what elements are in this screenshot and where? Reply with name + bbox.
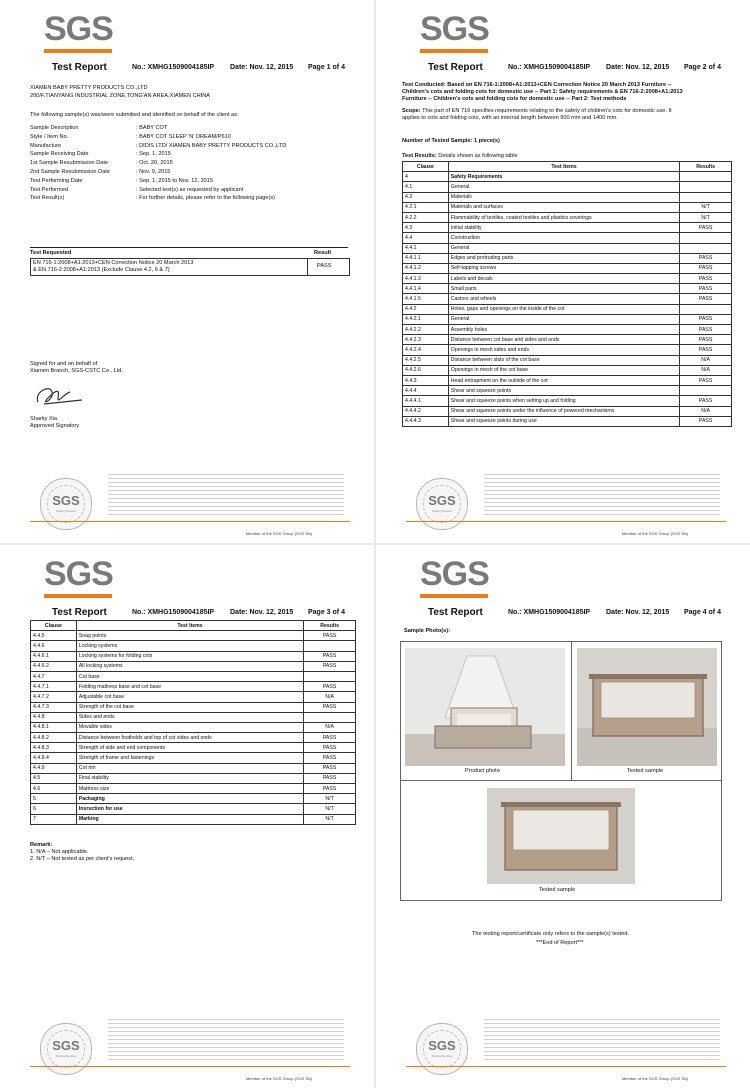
result-cell: PASS bbox=[680, 284, 732, 294]
test-item-cell: Locking systems for folding cots bbox=[76, 651, 303, 661]
result-cell bbox=[680, 304, 732, 314]
clause-cell: 4.4.8.3 bbox=[31, 743, 77, 753]
result-cell: PASS bbox=[680, 263, 732, 273]
report-date: Date: Nov. 12, 2015 bbox=[606, 64, 670, 71]
sgs-seal-icon: SGS Testing Service bbox=[416, 1023, 468, 1075]
test-item-cell: Strength of side and end components bbox=[76, 743, 303, 753]
clause-cell: 4.4.2 bbox=[403, 304, 449, 314]
result-cell bbox=[304, 671, 356, 681]
report-title: Test Report bbox=[428, 607, 483, 618]
result-cell: PASS bbox=[680, 253, 732, 263]
test-item-cell: Distance between cot base and sides and ends bbox=[448, 335, 679, 345]
clause-cell: 4.4.2.1 bbox=[403, 314, 449, 324]
result-cell: PASS bbox=[304, 661, 356, 671]
result-cell: PASS bbox=[680, 396, 732, 406]
clause-cell: 4.2.2 bbox=[403, 212, 449, 222]
test-item-cell: Small parts bbox=[448, 284, 679, 294]
table-row bbox=[403, 274, 732, 284]
table-row bbox=[403, 294, 732, 304]
test-item-cell: Locking systems bbox=[76, 641, 303, 651]
table-row bbox=[403, 243, 732, 253]
test-item-cell: Packaging bbox=[76, 794, 303, 804]
test-item-cell: Castors and wheels bbox=[448, 294, 679, 304]
result-cell: PASS bbox=[304, 631, 356, 641]
table-row bbox=[31, 661, 356, 671]
member-note: Member of the SGS Group (SGS SA) bbox=[246, 1076, 313, 1081]
table-row bbox=[31, 641, 356, 651]
report-number: No.: XMHG1509004185IP bbox=[508, 64, 591, 71]
test-item-cell: Strength of the cot base bbox=[76, 702, 303, 712]
table-row bbox=[31, 773, 356, 783]
table-row bbox=[403, 396, 732, 406]
clause-cell: 4.4.2.4 bbox=[403, 345, 449, 355]
page-footer bbox=[0, 1013, 374, 1088]
test-item-cell: Folding mattress base and cot base bbox=[76, 682, 303, 692]
result-cell: PASS bbox=[680, 375, 732, 385]
table-row bbox=[403, 233, 732, 243]
report-number: No.: XMHG1509004185IP bbox=[132, 64, 215, 71]
clause-cell: 4.4.2.2 bbox=[403, 325, 449, 335]
page-footer bbox=[376, 1013, 750, 1088]
table-header-row bbox=[403, 162, 732, 172]
test-item-cell: Self-tapping screws bbox=[448, 263, 679, 273]
report-number: No.: XMHG1509004185IP bbox=[508, 609, 591, 616]
clause-cell: 4.4.1.2 bbox=[403, 263, 449, 273]
result-cell: N/T bbox=[680, 212, 732, 222]
caption-product-photo: Product photo bbox=[465, 768, 500, 774]
table-row bbox=[31, 814, 356, 824]
result-cell: N/T bbox=[304, 804, 356, 814]
table-header-cell: Clause bbox=[31, 621, 77, 631]
clause-cell: 4.2 bbox=[403, 192, 449, 202]
results-table bbox=[402, 161, 732, 427]
result-cell: PASS bbox=[304, 743, 356, 753]
page-footer bbox=[376, 468, 750, 543]
clause-cell: 4.3 bbox=[403, 223, 449, 233]
table-header-cell: Results bbox=[304, 621, 356, 631]
table-header-row bbox=[31, 621, 356, 631]
report-page-3 bbox=[0, 545, 374, 1088]
tested-sample-photo-2 bbox=[487, 788, 635, 884]
test-item-cell: Holes, gaps and openings on the inside of the cot bbox=[448, 304, 679, 314]
result-cell: N/T bbox=[304, 814, 356, 824]
test-item-cell: Marking bbox=[76, 814, 303, 824]
table-row bbox=[403, 416, 732, 426]
test-item-cell: Movable sides bbox=[76, 722, 303, 732]
sgs-logo: SGS bbox=[420, 557, 490, 599]
clause-cell: 4.4.4.1 bbox=[403, 396, 449, 406]
clause-cell: 4.4.1.4 bbox=[403, 284, 449, 294]
result-header: Result bbox=[314, 250, 332, 256]
member-note: Member of the SGS Group (SGS SA) bbox=[622, 531, 689, 536]
table-row bbox=[31, 733, 356, 743]
result-cell: PASS bbox=[680, 335, 732, 345]
table-row bbox=[403, 345, 732, 355]
table-row bbox=[31, 702, 356, 712]
test-item-cell: General bbox=[448, 243, 679, 253]
member-note: Member of the SGS Group (SGS SA) bbox=[622, 1076, 689, 1081]
member-note: Member of the SGS Group (SGS SA) bbox=[246, 531, 313, 536]
result-cell bbox=[680, 182, 732, 192]
table-row bbox=[31, 722, 356, 732]
table-row bbox=[403, 223, 732, 233]
test-item-cell: Construction bbox=[448, 233, 679, 243]
photo-frame bbox=[400, 641, 722, 901]
clause-cell: 4.5 bbox=[31, 773, 77, 783]
report-title: Test Report bbox=[52, 607, 107, 618]
report-page-1 bbox=[0, 0, 374, 543]
test-conducted: Test Conducted: Based on EN 716-1:2008+A1:2013+CEN Correction Notice 20 March 2013 Furniture -- Children's cots and folding cots for domestic use -- Part 1: Safety requirements & EN 716-2:2008+A1:2013 Furniture -- Children's cots and folding cots for domestic use -- Part 2: Test methods bbox=[402, 82, 683, 102]
clause-cell: 4.4.9 bbox=[31, 763, 77, 773]
test-item-cell: Cot rim bbox=[76, 763, 303, 773]
table-header-cell: Clause bbox=[403, 162, 449, 172]
table-row bbox=[403, 192, 732, 202]
result-cell: PASS bbox=[304, 702, 356, 712]
table-row bbox=[403, 304, 732, 314]
clause-cell: 7 bbox=[31, 814, 77, 824]
tested-sample-photo-1 bbox=[577, 648, 717, 766]
test-item-cell: Labels and decals bbox=[448, 274, 679, 284]
sgs-seal-icon: SGS Testing Service bbox=[40, 1023, 92, 1075]
result-cell: PASS bbox=[304, 763, 356, 773]
sgs-logo: SGS bbox=[44, 12, 114, 54]
table-row bbox=[31, 763, 356, 773]
sgs-logo: SGS bbox=[420, 12, 490, 54]
clause-cell: 4.4.7.2 bbox=[31, 692, 77, 702]
client-company: XIAMEN BABY PRETTY PRODUCTS CO.,LTD bbox=[30, 85, 148, 91]
table-row bbox=[31, 631, 356, 641]
test-item-cell: Openings in mesh sides and ends bbox=[448, 345, 679, 355]
table-row bbox=[31, 784, 356, 794]
test-item-cell: Sides and ends bbox=[76, 712, 303, 722]
table-row bbox=[31, 743, 356, 753]
signer-title: Approved Signatory bbox=[30, 423, 80, 429]
test-item-cell: General bbox=[448, 314, 679, 324]
result-cell: PASS bbox=[304, 733, 356, 743]
table-row bbox=[31, 753, 356, 763]
table-row bbox=[403, 212, 732, 222]
result-cell: PASS bbox=[680, 294, 732, 304]
clause-cell: 4.4.6.1 bbox=[31, 651, 77, 661]
client-address: 200/F,TIANYANG INDUSTRIAL ZONE,TONG'AN AREA,XIAMEN CHINA bbox=[30, 93, 210, 99]
result-cell: PASS bbox=[680, 274, 732, 284]
sample-info: Sample Description : BABY COT Style / Item No. : BABY COT SLEEP 'N' DREAM/P610 Manufacture : DIDIS LTD/ XIAMEN BABY PRETTY PRODUCTS CO.,LTD Sample Receiving Date : Sep. 1, 2015 1st Sample Resubmission Date : Oct. 20, 2015 2nd Sample Resubmission Date : Nov. 9, 2015 Test Performing Date : Sep. 1, 2015 to Nov. 12, 2015 Test Performed : Selected test(s) as requested by applicant Test Result(s) : For further details, please refer to the following page(s) bbox=[30, 125, 287, 202]
clause-cell: 5 bbox=[31, 794, 77, 804]
clause-cell: 4.6 bbox=[31, 784, 77, 794]
clause-cell: 4.4.1.5 bbox=[403, 294, 449, 304]
test-item-cell: Materials bbox=[448, 192, 679, 202]
sgs-seal-icon: SGS Testing Service bbox=[40, 478, 92, 530]
result-cell bbox=[304, 641, 356, 651]
result-cell bbox=[680, 172, 732, 182]
clause-cell: 4.4.4.3 bbox=[403, 416, 449, 426]
results-table bbox=[30, 620, 356, 825]
caption-tested-sample-1: Tested sample bbox=[627, 768, 664, 774]
test-item-cell: Distance between slats of the cot base bbox=[448, 355, 679, 365]
result-cell: PASS bbox=[680, 223, 732, 233]
test-item-cell: Insruction for use bbox=[76, 804, 303, 814]
table-row bbox=[31, 692, 356, 702]
table-row bbox=[403, 182, 732, 192]
result-cell: N/A bbox=[680, 365, 732, 375]
result-cell: PASS bbox=[680, 325, 732, 335]
signature-image bbox=[30, 380, 90, 410]
table-row bbox=[403, 355, 732, 365]
table-row bbox=[403, 386, 732, 396]
page-header bbox=[376, 607, 750, 621]
clause-cell: 4.4.8 bbox=[31, 712, 77, 722]
table-row bbox=[403, 284, 732, 294]
clause-cell: 4 bbox=[403, 172, 449, 182]
result-cell: N/A bbox=[304, 692, 356, 702]
result-cell: N/A bbox=[680, 406, 732, 416]
table-row bbox=[403, 325, 732, 335]
scope-text: Scope: This part of EN 716 specifies requirements relating to the safety of children's cots for domestic use. It applies to cots and folding cots, with an internal length between 900 mm and 1400 mm. bbox=[402, 108, 672, 121]
result-cell: PASS bbox=[304, 773, 356, 783]
result-cell: PASS bbox=[680, 345, 732, 355]
report-page-2 bbox=[376, 0, 750, 543]
test-item-cell: Initial stability bbox=[448, 223, 679, 233]
test-item-cell: Shear and squeeze points during use bbox=[448, 416, 679, 426]
clause-cell: 4.4.2.5 bbox=[403, 355, 449, 365]
test-item-cell: Shear and squeeze points when setting up and folding bbox=[448, 396, 679, 406]
clause-cell: 4.4.4.2 bbox=[403, 406, 449, 416]
clause-cell: 4.4.2.3 bbox=[403, 335, 449, 345]
test-item-cell: Assembly holes bbox=[448, 325, 679, 335]
clause-cell: 4.4.6 bbox=[31, 641, 77, 651]
table-row bbox=[403, 335, 732, 345]
result-cell bbox=[304, 712, 356, 722]
sgs-logo: SGS bbox=[44, 557, 114, 599]
result-cell bbox=[680, 192, 732, 202]
clause-cell: 4.4.8.2 bbox=[31, 733, 77, 743]
page-number: Page 2 of 4 bbox=[684, 64, 721, 71]
page-number: Page 3 of 4 bbox=[308, 609, 345, 616]
remark-label: Remark: bbox=[30, 842, 53, 848]
table-row bbox=[31, 651, 356, 661]
signed-line-1: Signed for and on behalf of bbox=[30, 361, 98, 367]
sample-photos-label: Sample Photo(s): bbox=[404, 628, 450, 634]
clause-cell: 4.4.3 bbox=[403, 375, 449, 385]
report-number: No.: XMHG1509004185IP bbox=[132, 609, 215, 616]
clause-cell: 4.4.7.1 bbox=[31, 682, 77, 692]
page-number: Page 1 of 4 bbox=[308, 64, 345, 71]
result-cell: PASS bbox=[304, 651, 356, 661]
test-item-cell: Edges and protruding parts bbox=[448, 253, 679, 263]
test-item-cell: Cot base bbox=[76, 671, 303, 681]
sgs-seal-icon: SGS Testing Service bbox=[416, 478, 468, 530]
page-header bbox=[0, 62, 374, 76]
table-row bbox=[403, 406, 732, 416]
result-cell: PASS bbox=[680, 314, 732, 324]
clause-cell: 4.4.1 bbox=[403, 243, 449, 253]
tested-sample-count: Number of Tested Sample: 1 piece(s) bbox=[402, 138, 500, 144]
clause-cell: 4.1 bbox=[403, 182, 449, 192]
product-photo bbox=[405, 648, 565, 766]
table-row bbox=[31, 712, 356, 722]
table-header-cell: Test Items bbox=[76, 621, 303, 631]
clause-cell: 4.4.1.3 bbox=[403, 274, 449, 284]
signed-line-2: Xiamen Branch, SGS-CSTC Co., Ltd. bbox=[30, 368, 123, 374]
clause-cell: 4.4.8.4 bbox=[31, 753, 77, 763]
test-item-cell: Head entrapment on the outside of the cot bbox=[448, 375, 679, 385]
test-item-cell: Snag points bbox=[76, 631, 303, 641]
test-item-cell: Distance between footholds and top of cot sides and ends bbox=[76, 733, 303, 743]
table-row bbox=[403, 202, 732, 212]
test-item-cell: General bbox=[448, 182, 679, 192]
signer-name: Sharky Xia bbox=[30, 416, 58, 422]
test-requested-header: Test Requested bbox=[30, 250, 72, 256]
test-item-cell: All locking systems bbox=[76, 661, 303, 671]
caption-tested-sample-2: Tested sample bbox=[539, 887, 576, 893]
table-row bbox=[403, 263, 732, 273]
table-row bbox=[403, 375, 732, 385]
table-row bbox=[31, 804, 356, 814]
clause-cell: 6 bbox=[31, 804, 77, 814]
test-item-cell: Shear and squeeze points bbox=[448, 386, 679, 396]
result-cell bbox=[680, 243, 732, 253]
clause-cell: 4.4.5 bbox=[31, 631, 77, 641]
intro-text: The following sample(s) was/were submitted and identified on behalf of the client as: bbox=[30, 112, 239, 118]
result-cell bbox=[680, 386, 732, 396]
result-cell: PASS bbox=[304, 784, 356, 794]
result-cell: PASS bbox=[304, 753, 356, 763]
table-row bbox=[403, 172, 732, 182]
test-item-cell: Materials and surfaces bbox=[448, 202, 679, 212]
test-item-cell: Strength of frame and fastenings bbox=[76, 753, 303, 763]
test-item-cell: Shear and squeeze points under the influence of powered mechanisms bbox=[448, 406, 679, 416]
test-item-cell: Flammability of textiles, coated textiles and plastics coverings bbox=[448, 212, 679, 222]
test-results-label: Test Results: Details shown as following table bbox=[402, 153, 518, 159]
test-item-cell: Mattress size bbox=[76, 784, 303, 794]
report-page-4 bbox=[376, 545, 750, 1088]
report-title: Test Report bbox=[52, 62, 107, 73]
test-item-cell: Final stability bbox=[76, 773, 303, 783]
result-cell: N/A bbox=[680, 355, 732, 365]
test-item-cell: Adjustable cot base bbox=[76, 692, 303, 702]
table-row bbox=[31, 794, 356, 804]
clause-cell: 4.4.2.6 bbox=[403, 365, 449, 375]
result-cell: N/T bbox=[304, 794, 356, 804]
request-result: PASS bbox=[317, 263, 332, 269]
remark-1: 1. N/A – Not applicable. bbox=[30, 849, 89, 855]
clause-cell: 4.4.7.3 bbox=[31, 702, 77, 712]
test-item-cell: Safety Requirements bbox=[448, 172, 679, 182]
report-date: Date: Nov. 12, 2015 bbox=[606, 609, 670, 616]
table-row bbox=[403, 314, 732, 324]
page-footer bbox=[0, 468, 374, 543]
end-of-report: ***End of Report*** bbox=[536, 940, 584, 946]
table-header-cell: Test Items bbox=[448, 162, 679, 172]
test-requested-box: EN 716-1:2008+A1:2013+CEN Correction Notice 20 March 2013 & EN 716-2:2008+A1:2013 (Exclude Clause 4.2, 6 & 7) PASS bbox=[30, 258, 350, 276]
result-cell: PASS bbox=[304, 682, 356, 692]
page-number: Page 4 of 4 bbox=[684, 609, 721, 616]
clause-cell: 4.2.1 bbox=[403, 202, 449, 212]
result-cell: N/A bbox=[304, 722, 356, 732]
clause-cell: 4.4.4 bbox=[403, 386, 449, 396]
page-header bbox=[0, 607, 374, 621]
clause-cell: 4.4 bbox=[403, 233, 449, 243]
result-cell: PASS bbox=[680, 416, 732, 426]
report-date: Date: Nov. 12, 2015 bbox=[230, 609, 294, 616]
remark-2: 2. N/T – Not tested as per client's request. bbox=[30, 856, 135, 862]
result-cell bbox=[680, 233, 732, 243]
clause-cell: 4.4.7 bbox=[31, 671, 77, 681]
page-header bbox=[376, 62, 750, 76]
clause-cell: 4.4.8.1 bbox=[31, 722, 77, 732]
table-row bbox=[31, 671, 356, 681]
result-cell: N/T bbox=[680, 202, 732, 212]
report-title: Test Report bbox=[428, 62, 483, 73]
report-date: Date: Nov. 12, 2015 bbox=[230, 64, 294, 71]
table-header-cell: Results bbox=[680, 162, 732, 172]
clause-cell: 4.4.1.1 bbox=[403, 253, 449, 263]
clause-cell: 4.4.6.2 bbox=[31, 661, 77, 671]
table-row bbox=[403, 365, 732, 375]
table-row bbox=[31, 682, 356, 692]
report-note: The testing report/certificate only refers to the sample(s) tested. bbox=[472, 931, 630, 937]
test-item-cell: Openings in mesh of the cot base bbox=[448, 365, 679, 375]
table-row bbox=[403, 253, 732, 263]
